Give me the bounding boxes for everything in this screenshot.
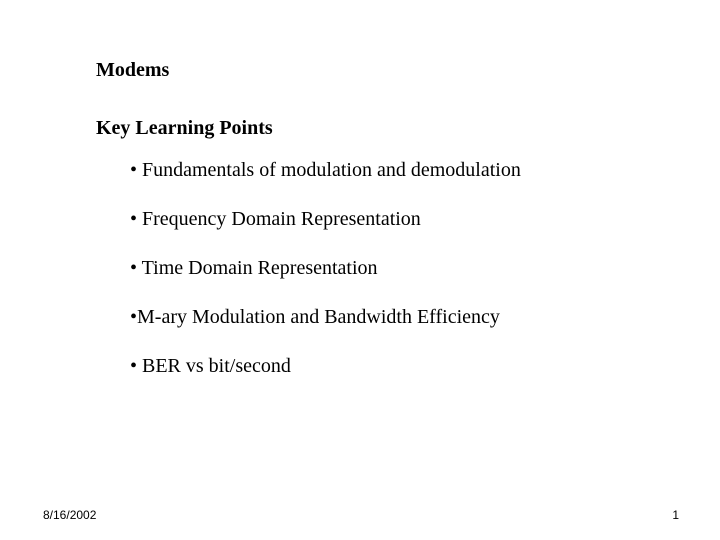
slide-subtitle: Key Learning Points bbox=[96, 117, 273, 139]
bullet-item: • Frequency Domain Representation bbox=[130, 208, 421, 230]
bullet-item: •M-ary Modulation and Bandwidth Efficiency bbox=[130, 306, 500, 328]
page-number: 1 bbox=[672, 508, 679, 522]
bullet-item: • Fundamentals of modulation and demodulation bbox=[130, 159, 521, 181]
footer-date: 8/16/2002 bbox=[43, 508, 97, 522]
slide-title: Modems bbox=[96, 59, 170, 81]
bullet-item: • Time Domain Representation bbox=[130, 257, 378, 279]
bullet-list bbox=[130, 158, 521, 403]
bullet-item: • BER vs bit/second bbox=[130, 355, 291, 377]
